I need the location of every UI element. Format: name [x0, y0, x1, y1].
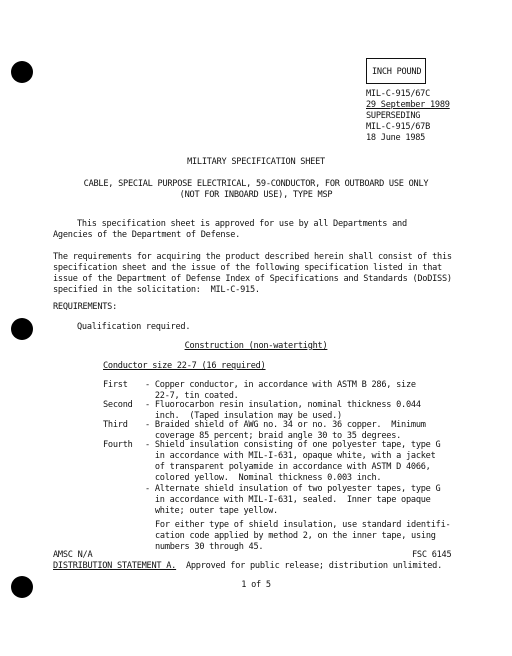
layer-first-label: First [103, 380, 128, 390]
approval-line-1: This specification sheet is approved for use by all Departments and [77, 219, 407, 229]
layer-fourth-line-4: colored yellow. Nominal thickness 0.003 inch. [145, 473, 382, 483]
requirements-heading: REQUIREMENTS: [53, 302, 118, 312]
superseded-date: 18 June 1985 [366, 133, 426, 143]
layer-second-label: Second [103, 400, 133, 410]
distribution-statement-label: DISTRIBUTION STATEMENT A. [53, 561, 177, 571]
layer-fourth-line-2: in accordance with MIL-I-631, opaque white, with a jacket [145, 451, 436, 461]
approval-line-2: Agencies of the Department of Defense. [53, 230, 241, 240]
distribution-statement-text: Approved for public release; distribution unlimited. [176, 561, 442, 571]
qualification-text: Qualification required. [77, 322, 191, 332]
requirements-para-line-1: The requirements for acquiring the product described herein shall consist of this [53, 252, 452, 262]
document-title: MILITARY SPECIFICATION SHEET [187, 157, 325, 167]
subtitle-line-2: (NOT FOR INBOARD USE), TYPE MSP [179, 190, 333, 200]
layer-fourth-label: Fourth [103, 440, 133, 450]
layer-fourth-line-7: white; outer tape yellow. [145, 506, 278, 516]
inch-pound-label: INCH POUND [372, 67, 422, 77]
page-number: 1 of 5 [241, 580, 271, 590]
layer-fourth-line-3: of transparent polyamide in accordance with ASTM D 4066, [145, 462, 431, 472]
binder-hole-middle [11, 318, 33, 340]
layer-fourth-line-5: - Alternate shield insulation of two polyester tapes, type G [145, 484, 441, 494]
superseded-number: MIL-C-915/67B [366, 122, 431, 132]
inch-pound-box [366, 58, 426, 84]
layer-first-line-1: - Copper conductor, in accordance with ASTM B 286, size [145, 380, 416, 390]
subtitle-line-1: CABLE, SPECIAL PURPOSE ELECTRICAL, 59-CONDUCTOR, FOR OUTBOARD USE ONLY [83, 179, 429, 189]
requirements-para-line-4: specified in the solicitation: MIL-C-915. [53, 285, 260, 295]
superseding-label: SUPERSEDING [366, 111, 421, 121]
layer-third-label: Third [103, 420, 128, 430]
amsc-label: AMSC N/A [53, 550, 93, 560]
fsc-label: FSC 6145 [412, 550, 452, 560]
shield-note-line-3: numbers 30 through 45. [155, 542, 264, 552]
layer-third-line-2: coverage 85 percent; braid angle 30 to 35 degrees. [145, 431, 402, 441]
layer-fourth-line-1: - Shield insulation consisting of one polyester tape, type G [145, 440, 441, 450]
layer-fourth-line-6: in accordance with MIL-I-631, sealed. Inner tape opaque [145, 495, 431, 505]
binder-hole-top [11, 61, 33, 83]
shield-note-line-2: cation code applied by method 2, on the inner tape, using [155, 531, 436, 541]
layer-second-line-1: - Fluorocarbon resin insulation, nominal thickness 0.044 [145, 400, 421, 410]
conductor-heading: Conductor size 22-7 (16 required) [103, 361, 266, 371]
shield-note-line-1: For either type of shield insulation, use standard identifi- [155, 520, 451, 530]
construction-heading: Construction (non-watertight) [184, 341, 328, 351]
requirements-para-line-3: issue of the Department of Defense Index of Specifications and Standards (DoDISS) [53, 274, 452, 284]
requirements-para-line-2: specification sheet and the issue of the following specification listed in that [53, 263, 442, 273]
layer-third-line-1: - Braided shield of AWG no. 34 or no. 36 copper. Minimum [145, 420, 426, 430]
doc-date: 29 September 1989 [366, 100, 450, 110]
doc-number: MIL-C-915/67C [366, 89, 431, 99]
layer-first-line-2: 22-7, tin coated. [145, 391, 239, 401]
layer-second-line-2: inch. (Taped insulation may be used.) [145, 411, 342, 421]
distribution-statement [53, 561, 442, 572]
